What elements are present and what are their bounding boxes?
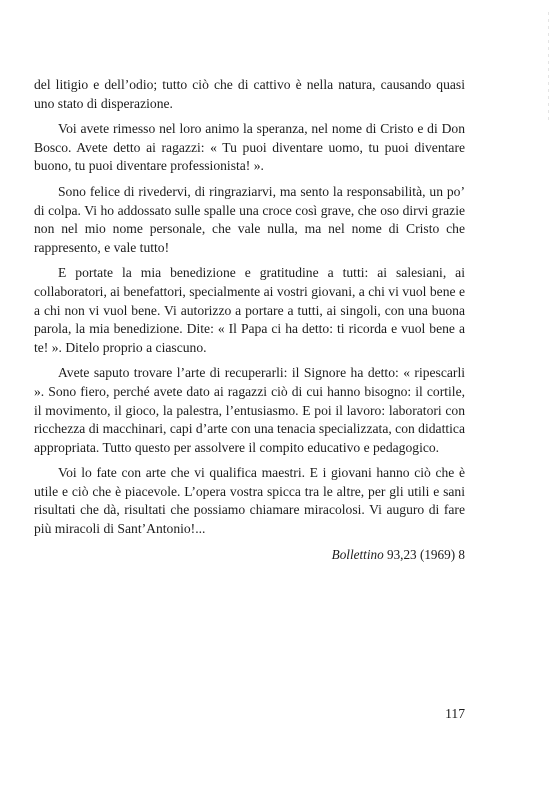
source-citation [34, 546, 465, 564]
paragraph-blessing: E portate la mia benedizione e gratitudine a tutti: ai salesiani, ai collaboratori, ai benefattori, specialmente ai vostri giovani, a chi vi vuol bene e a chi non vi vuol bene. Vi autorizzo a portare a tutti, ai singoli, con una buona parola, la mia benedizione. Dite: « Il Papa ci ha detto: ti ricorda e vuol bene a te! ». Ditelo proprio a ciascuno. [34, 265, 465, 355]
body-text [34, 76, 465, 564]
citation-journal: Bollettino [331, 546, 384, 562]
scan-edge-mark [548, 12, 549, 122]
paragraph-masters: Voi lo fate con arte che vi qualifica maestri. E i giovani hanno ciò che è utile e ciò che è piacevole. L’opera vostra spicca tra le altre, per gli utili e sani risultati che dà, risultati che possiamo chiamare miracolosi. Vi auguro di fare più miracoli di Sant’Antonio!... [34, 465, 465, 537]
paragraph-gratitude: Sono felice di rivedervi, di ringraziarvi, ma sento la responsabilità, un po’ di colpa. Vi ho addossato sulle spalle una croce così grave, che oso dirvi grazie non nel mio nome personale, che vale nulla, ma nel nome di Cristo che rappresento, e vale tutto! [34, 183, 465, 255]
citation-reference: 93,23 (1969) 8 [386, 546, 465, 562]
page-number: 117 [445, 706, 465, 721]
paragraph-art-of-recovery: Avete saputo trovare l’arte di recuperarli: il Signore ha detto: « ripescarli ». Sono fiero, perché avete dato ai ragazzi ciò di cui hanno bisogno: il cortile, il movimento, il gioco, la palestra, l’entusiasmo. E poi il lavoro: laboratori con ricchezza di macchinari, capi d’arte con una tenacia specializzata, con didattica appropriata. Tutto questo per assolvere il compito educativo e pedagogico. [34, 365, 465, 455]
paragraph-hope: Voi avete rimesso nel loro animo la speranza, nel nome di Cristo e di Don Bosco. Avete detto ai ragazzi: « Tu puoi diventare uomo, tu puoi diventare buono, tu puoi diventare professionista! ». [34, 121, 465, 174]
paragraph-continuation: del litigio e dell’odio; tutto ciò che di cattivo è nella natura, causando quasi uno stato di disperazione. [34, 77, 465, 111]
